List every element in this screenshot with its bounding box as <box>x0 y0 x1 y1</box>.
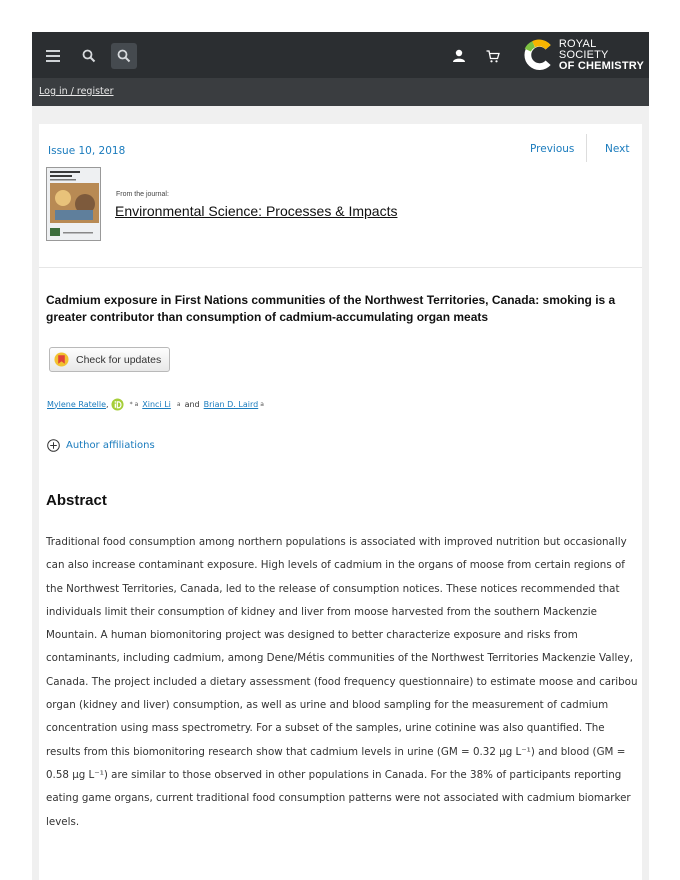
author-affiliations-toggle[interactable] <box>47 439 155 452</box>
corresponding-author-marker: * <box>129 400 133 408</box>
author-link[interactable]: Mylene Ratelle <box>47 399 107 409</box>
orcid-icon[interactable] <box>111 398 124 411</box>
nav-divider <box>586 134 587 162</box>
author-affiliation-marker[interactable]: a <box>134 400 139 408</box>
search-icon[interactable] <box>76 43 102 69</box>
abstract-heading: Abstract <box>46 492 107 509</box>
login-register-link[interactable]: Log in / register <box>39 86 114 97</box>
author-affiliation-marker[interactable]: a <box>260 400 264 408</box>
plus-circle-icon <box>47 439 60 452</box>
author-list <box>47 397 264 411</box>
next-article-link[interactable]: Next <box>605 143 630 155</box>
search-button[interactable] <box>111 43 137 69</box>
user-icon[interactable] <box>446 43 472 69</box>
issue-link[interactable]: Issue 10, 2018 <box>48 145 126 157</box>
logo-line-2: OF CHEMISTRY <box>558 59 645 72</box>
author-affiliations-label: Author affiliations <box>66 440 155 451</box>
author-affiliation-marker[interactable]: a <box>176 400 181 408</box>
rsc-logo[interactable] <box>522 38 646 72</box>
crossmark-icon <box>54 352 69 367</box>
author-link[interactable]: Xinci Li <box>142 399 171 409</box>
journal-cover-image[interactable] <box>46 167 101 241</box>
cart-icon[interactable] <box>480 43 506 69</box>
top-navigation-bar <box>32 32 649 78</box>
check-for-updates-label: Check for updates <box>76 353 162 366</box>
from-journal-label: From the journal: <box>116 191 169 198</box>
journal-title-link[interactable]: Environmental Science: Processes & Impacts <box>115 203 398 219</box>
login-bar <box>32 78 649 106</box>
search-icon <box>117 49 131 63</box>
abstract-text: Traditional food consumption among northern populations is associated with improved nutrition but occasionally can also increase contaminant exposure. High levels of cadmium in the organs of moose from certain regions of the Northwest Territories, Canada, led to the release of consumption notices. These notices recommended that individuals limit their consumption of kidney and liver from moose harvested from the southern Mackenzie Mountain. A human biomonitoring project was designed to better characterize exposure and risks from contaminants, including cadmium, among Dene/Métis communities of the Northwest Territories Mackenzie Valley, Canada. The project included a dietary assessment (food frequency questionnaire) to estimate moose and caribou organ (kidney and liver) consumption, as well as urine and blood sampling for the measurement of cadmium concentration using mass spectrometry. For a subset of the samples, urine cotinine was also quantified. The results from this biomonitoring research show that cadmium levels in urine (GM = 0.32 µg L⁻¹) and blood (GM = 0.58 µg L⁻¹) are similar to those observed in other populations in Canada. For the 38% of participants reporting eating game organs, current traditional food consumption patterns were not associated with cadmium biomarker levels. <box>46 536 638 828</box>
logo-line-1: ROYAL SOCIETY <box>558 37 609 61</box>
section-divider <box>39 267 642 268</box>
article-title: Cadmium exposure in First Nations communities of the Northwest Territories, Canada: smoking is a greater contributor than consumption of cadmium-accumulating organ meats <box>46 293 616 324</box>
rsc-logo-mark-icon <box>522 38 555 72</box>
previous-article-link[interactable]: Previous <box>530 143 575 155</box>
menu-icon[interactable] <box>40 43 66 69</box>
author-separator: and <box>184 399 200 409</box>
check-for-updates-button[interactable] <box>49 347 170 372</box>
author-separator: , <box>106 399 109 409</box>
author-link[interactable]: Brian D. Laird <box>203 399 259 409</box>
